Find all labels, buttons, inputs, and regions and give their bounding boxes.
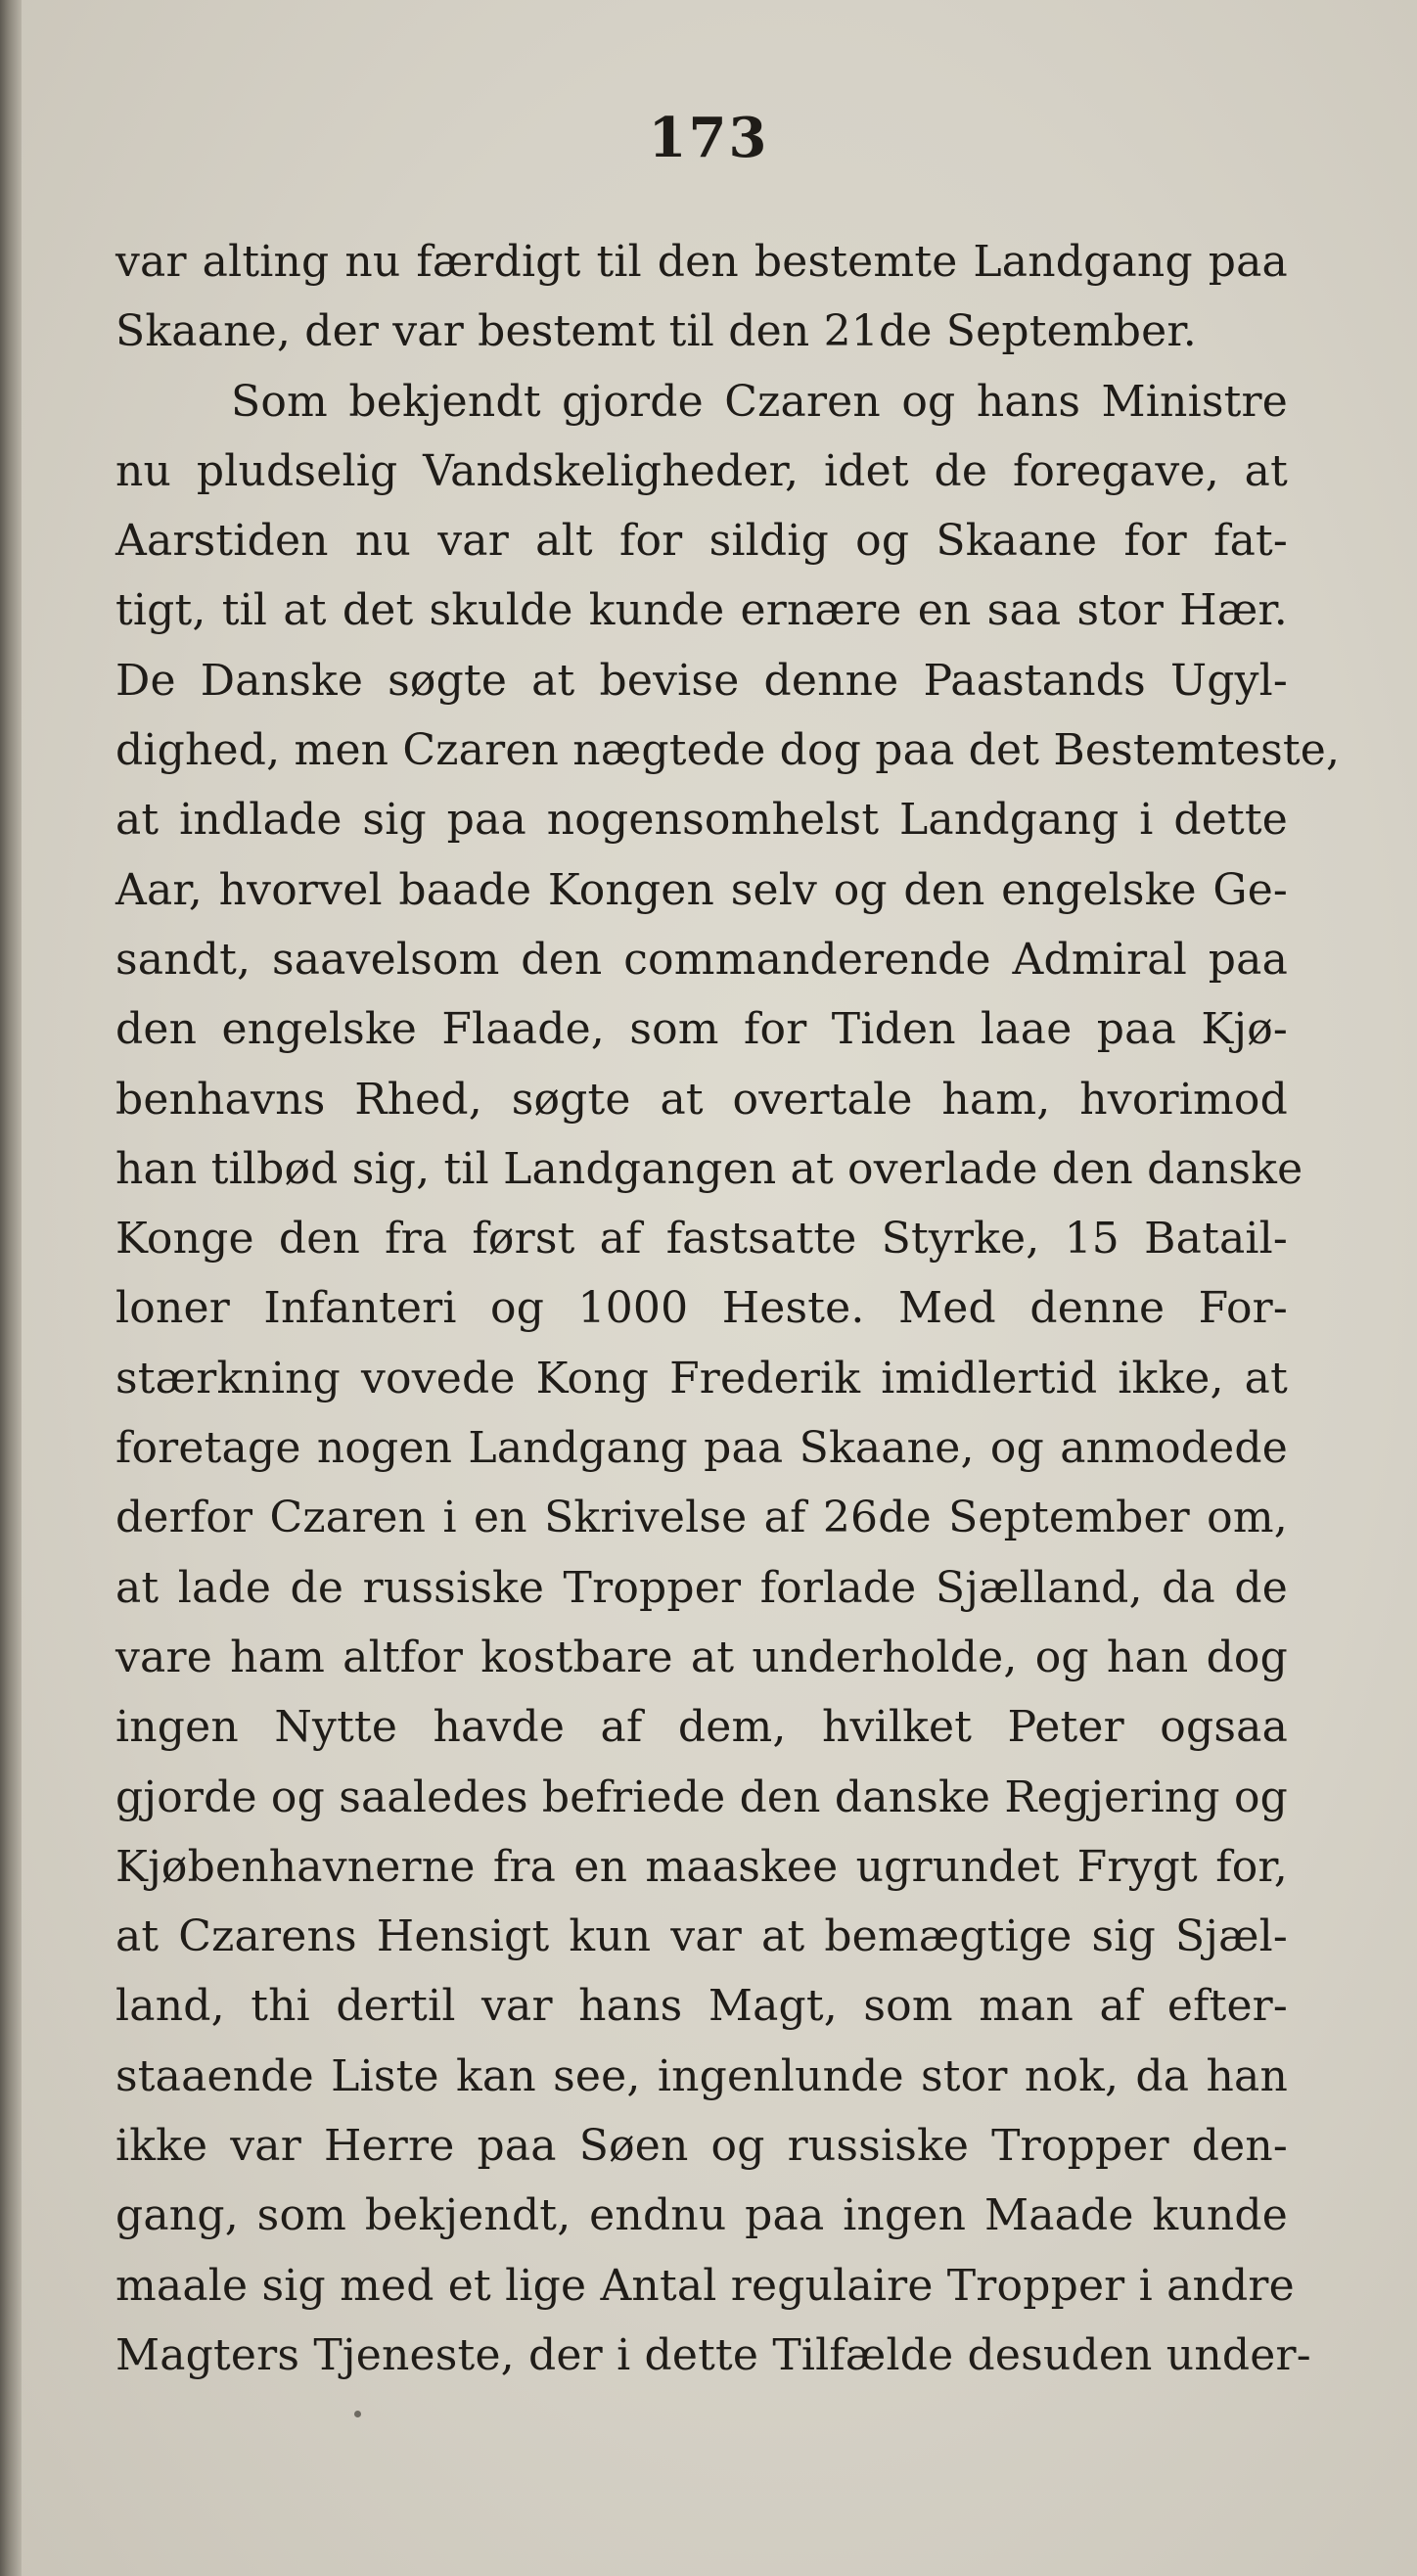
text-line: maale sig med et lige Antal regulaire Tropper i andre bbox=[115, 2260, 1295, 2311]
page-number: 173 bbox=[648, 106, 769, 170]
text-line: ingen Nytte havde af dem, hvilket Peter ogsaa bbox=[115, 1702, 1288, 1753]
text-line: vare ham altfor kostbare at underholde, og han dog bbox=[115, 1632, 1288, 1682]
text-line: Aar, hvorvel baade Kongen selv og den engelske Ge- bbox=[115, 864, 1288, 915]
text-line: land, thi dertil var hans Magt, som man af efter- bbox=[115, 1981, 1288, 2032]
text-line: var alting nu færdigt til den bestemte Landgang paa bbox=[115, 237, 1288, 287]
text-line: sandt, saavelsom den commanderende Admiral paa bbox=[115, 934, 1288, 985]
text-line: Skaane, der var bestemt til den 21de September. bbox=[115, 306, 1197, 357]
text-line: ikke var Herre paa Søen og russiske Tropper den- bbox=[115, 2121, 1288, 2172]
ink-spot bbox=[354, 2411, 361, 2417]
text-line: Aarstiden nu var alt for sildig og Skaane for fat- bbox=[115, 516, 1288, 567]
text-line: gang, som bekjendt, endnu paa ingen Maade kunde bbox=[115, 2190, 1288, 2241]
text-line: tigt, til at det skulde kunde ernære en saa stor Hær. bbox=[115, 585, 1288, 636]
text-line: De Danske søgte at bevise denne Paastands Ugyl- bbox=[115, 655, 1288, 706]
text-line: stærkning vovede Kong Frederik imidlertid ikke, at bbox=[115, 1353, 1288, 1403]
text-line: derfor Czaren i en Skrivelse af 26de September om, bbox=[115, 1493, 1288, 1543]
text-line: benhavns Rhed, søgte at overtale ham, hvorimod bbox=[115, 1074, 1288, 1125]
text-line: han tilbød sig, til Landgangen at overlade den danske bbox=[115, 1143, 1303, 1194]
text-line: at Czarens Hensigt kun var at bemægtige sig Sjæl- bbox=[115, 1911, 1288, 1962]
text-line: Magters Tjeneste, der i dette Tilfælde desuden under- bbox=[115, 2329, 1311, 2380]
text-line: Kjøbenhavnerne fra en maaskee ugrundet Frygt for, bbox=[115, 1841, 1288, 1892]
text-line: nu pludselig Vandskeligheder, idet de foregave, at bbox=[115, 445, 1288, 496]
text-line: gjorde og saaledes befriede den danske Regjering og bbox=[115, 1771, 1288, 1822]
text-line: at lade de russiske Tropper forlade Sjælland, da de bbox=[115, 1562, 1288, 1613]
text-line: foretage nogen Landgang paa Skaane, og anmodede bbox=[115, 1423, 1288, 1474]
text-line: loner Infanteri og 1000 Heste. Med denne For- bbox=[115, 1283, 1288, 1334]
text-line: Som bekjendt gjorde Czaren og hans Ministre bbox=[231, 376, 1288, 427]
text-line: dighed, men Czaren nægtede dog paa det Bestemteste, bbox=[115, 725, 1341, 776]
body-text bbox=[115, 227, 1341, 2390]
text-line: at indlade sig paa nogensomhelst Landgang i dette bbox=[115, 795, 1288, 846]
text-line: Konge den fra først af fastsatte Styrke, 15 Batail- bbox=[115, 1214, 1288, 1265]
text-line: staaende Liste kan see, ingenlunde stor nok, da han bbox=[115, 2050, 1288, 2101]
book-spine-edge bbox=[0, 0, 22, 2576]
text-line: den engelske Flaade, som for Tiden laae paa Kjø- bbox=[115, 1004, 1288, 1055]
